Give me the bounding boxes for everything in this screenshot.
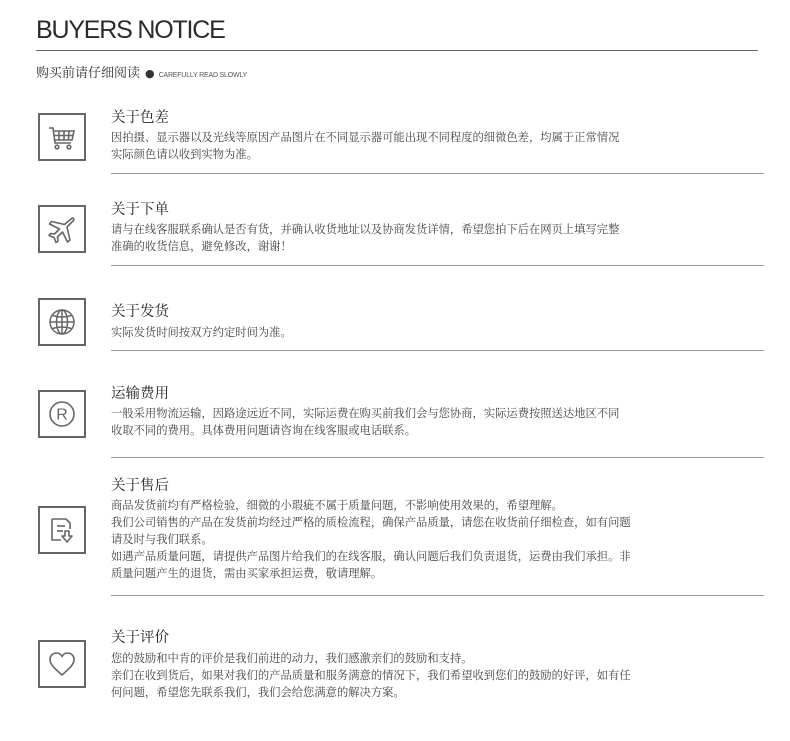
- section-divider: [111, 350, 764, 351]
- section-divider: [111, 173, 764, 174]
- section-body: [111, 221, 711, 255]
- globe-icon: [38, 298, 86, 346]
- subtitle-chinese: 购买前请仔细阅读: [36, 66, 141, 81]
- page-title: BUYERS NOTICE: [36, 16, 225, 44]
- airplane-icon: [38, 205, 86, 253]
- registered-glyph: R: [56, 406, 68, 424]
- section-title: 关于售后: [111, 478, 169, 494]
- section-paragraph: 亲们在收到货后，如果对我们的产品质量和服务满意的情况下，我们希望收到您们的鼓励的好评，如有任 何问题，希望您先联系我们，我们会给您满意的解决方案。: [111, 669, 631, 699]
- section-title: 运输费用: [111, 386, 169, 402]
- section-paragraph: 一般采用物流运输，因路途远近不同，实际运费在购买前我们会与您协商，实际运费按照送达地区不同 收取不同的费用。具体费用问题请咨询在线客服或电话联系。: [111, 407, 620, 437]
- section-title: 关于下单: [111, 202, 169, 218]
- section-body: [111, 650, 711, 701]
- subtitle-bullet: ●: [145, 67, 155, 80]
- section-body: [111, 129, 711, 163]
- section-paragraph: 我们公司销售的产品在发货前均经过严格的质检流程，确保产品质量，请您在收货前仔细检查，如有问题 请及时与我们联系。: [111, 516, 631, 546]
- section-title: 关于色差: [111, 110, 169, 126]
- section-title: 关于评价: [111, 630, 169, 646]
- subtitle-english: CAREFULLY READ SLOWLY: [158, 72, 248, 79]
- section-paragraph: 商品发货前均有严格检验，细微的小瑕疵不属于质量问题，不影响使用效果的，希望理解。: [111, 499, 563, 512]
- title-divider: [36, 50, 758, 51]
- section-paragraph: 实际发货时间按双方约定时间为准。: [111, 326, 292, 339]
- section-divider: [111, 265, 764, 266]
- registered-icon: [38, 390, 86, 438]
- section-paragraph: 因拍摄、显示器以及光线等原因产品图片在不同显示器可能出现不同程度的细微色差，均属于正常情况 实际颜色请以收到实物为准。: [111, 131, 620, 161]
- section-divider: [111, 457, 764, 458]
- section-body: [111, 324, 711, 341]
- section-paragraph: 您的鼓励和中肯的评价是我们前进的动力，我们感激亲们的鼓励和支持。: [111, 652, 473, 665]
- heart-icon: [38, 640, 86, 688]
- subtitle: [36, 62, 247, 81]
- section-title: 关于发货: [111, 304, 169, 320]
- section-body: [111, 405, 711, 439]
- shopping-cart-icon: [38, 113, 86, 161]
- section-divider: [111, 595, 764, 596]
- section-paragraph: 如遇产品质量问题，请提供产品图片给我们的在线客服，确认问题后我们负责退货，运费由我们承担。非 质量问题产生的退货，需由买家承担运费，敬请理解。: [111, 550, 631, 580]
- download-document-icon: [38, 506, 86, 554]
- section-paragraph: 请与在线客服联系确认是否有货，并确认收货地址以及协商发货详情，希望您拍下后在网页上填写完整 准确的收货信息，避免修改，谢谢！: [111, 223, 620, 253]
- section-body: [111, 497, 711, 582]
